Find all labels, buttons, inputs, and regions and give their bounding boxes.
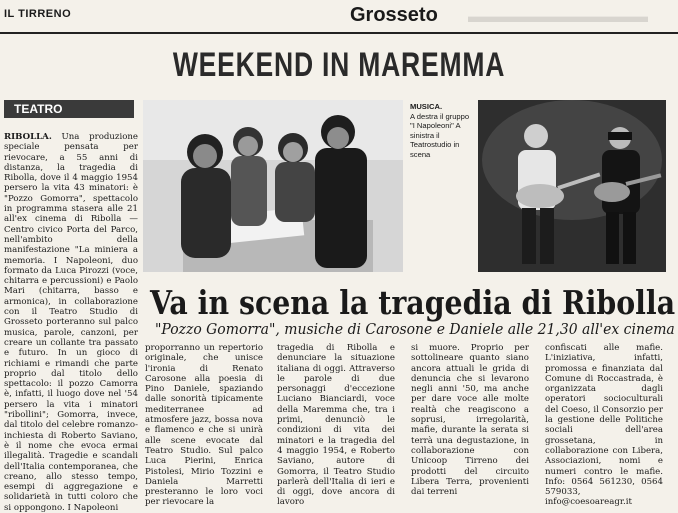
photo-teatrostudio-image [143, 100, 403, 272]
photo-napoleoni [478, 100, 666, 272]
photo-teatrostudio [143, 100, 403, 272]
caption-text: A destra il gruppo "I Napoleoni" A sinistra il Teatrostudio in scena [410, 111, 470, 159]
caption-title: MUSICA. [410, 102, 443, 111]
article-column-1 [4, 132, 138, 513]
photo-napoleoni-image [478, 100, 666, 272]
article-title: Va in scena la tragedia di Ribolla [150, 283, 676, 322]
article-lead: RIBOLLA. [4, 132, 52, 142]
article-subtitle: "Pozzo Gomorra", musiche di Carosone e Daniele alle 21,30 all'ex cinema [155, 320, 675, 338]
page-headline: WEEKEND IN MAREMMA [172, 46, 506, 84]
header-rule [0, 32, 678, 34]
category-label: TEATRO [4, 100, 134, 118]
newspaper-name: IL TIRRENO [4, 8, 72, 20]
show-through-bleed: ▬▬▬▬▬▬▬▬▬▬ [468, 6, 648, 26]
photo-caption [410, 102, 474, 160]
article-column-2: proporranno un repertorio originale, che unisce l'ironia di Renato Carosone alla poesia di Pino Daniele, spaziando dalle sonorità tipicamente mediterranee ad atmosfere jazz, bossa nova e flamenco e che si unirà alle scene evocate dal Teatro Studio. Sul palco Luca Pierini, Enrica Pistolesi, Mirio Tozzini e Daniela Marretti presteranno le loro voci per rievocare la [145, 343, 263, 508]
article-text: Una produzione speciale pensata per rievocare, a 55 anni di distanza, la tragedia di Ribolla, dove il 4 maggio 1954 persero la vita 43 minatori: è "Pozzo Gomorra", spettacolo in programma stasera alle 21 all'ex cinema di Ribolla — Centro civico Porta del Parco, nell'ambito della manifestazione "La miniera a memoria. I Napoleoni, duo formato da Luca Pirozzi (voce, chitarra e percussioni) e Paolo Mari (chitarra, basso e armonica), in collaborazione con il Teatro Studio di Grosseto porteranno sul palco musica, parole, canzoni, per creare un collante tra passato e futuro. In un gioco di richiami e rimandi che parte proprio dal titolo dello spettacolo: il pozzo Camorra è, infatti, il luogo dove nel '54 persero la vita i minatori "ribollini"; Gomorra, invece, dal titolo del celebre romanzo-inchiesta di Roberto Saviano, è il nome che evoca ermai illegalità. Tragedie e scandali dell'Italia contemporanea, che creano, allo stesso tempo, esempi di aggregazione e solidarietà in tutti coloro che si oppongono. I Napoleoni [4, 132, 138, 513]
article-column-5: confiscati alle mafie. L'iniziativa, infatti, promossa e finanziata dal Comune di Roccastrada, è organizzata dagli operatori socioculturali del Coeso, il Consorzio per la gestione delle Politiche sociali dell'area grossetana, in collaborazione con Libera, Associazioni, nomi e numeri contro le mafie. Info: 0564 561230, 0564 579033, info@coesoareagr.it [545, 343, 663, 508]
article-column-3: tragedia di Ribolla e denunciare la situazione italiana di oggi. Attraverso le parole di due personaggi d'eccezione Luciano Bianciardi, voce della Maremma che, tra i primi, denunciò le condizioni di vita dei minatori e la tragedia del 4 maggio 1954, e Roberto Saviano, autore di Gomorra, il Teatro Studio parlerà dell'Italia di ieri e di oggi, dove ancora di lavoro [277, 343, 395, 508]
article-column-4: si muore. Proprio per sottolineare quanto siano ancora attuali le grida di denuncia che si levarono negli anni '50, ma anche per dare voce alle molte realtà che reagiscono a soprusi, irregolarità, mafie, durante la serata si terrà una degustazione, in collaborazione con Unicoop Tirreno dei prodotti del circuito Libera Terra, provenienti dai terreni [411, 343, 529, 498]
section-title: Grosseto [350, 4, 438, 26]
